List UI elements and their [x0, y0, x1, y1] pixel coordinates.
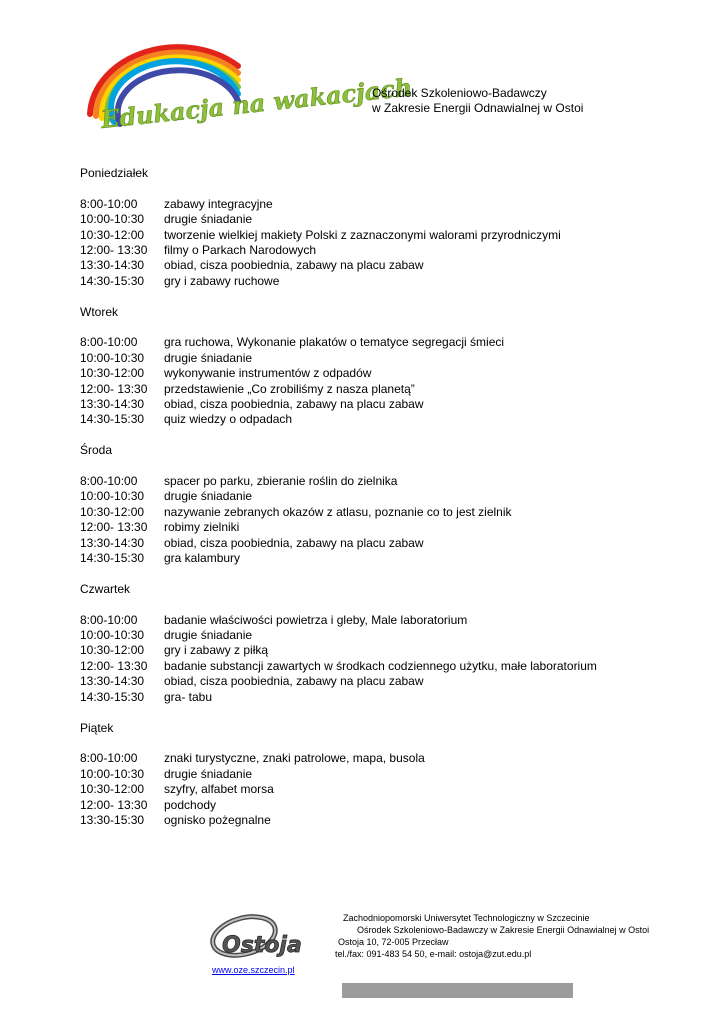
schedule-row: [80, 628, 640, 643]
time-slot: 8:00-10:00: [80, 612, 138, 627]
schedule-row: [80, 212, 640, 227]
schedule-row: [80, 243, 640, 258]
time-slot: 8:00-10:00: [80, 335, 138, 350]
activity: podchody: [164, 797, 217, 812]
schedule-row: [80, 412, 640, 427]
footer-line-1: Zachodniopomorski Uniwersytet Technologiczny w Szczecinie: [343, 913, 590, 923]
activity: wykonywanie instrumentów z odpadów: [164, 366, 372, 381]
schedule-row: [80, 197, 640, 212]
day-name: Poniedziałek: [80, 166, 149, 180]
day-name: Środa: [80, 443, 113, 458]
schedule-row: [80, 659, 640, 674]
day-block: [80, 166, 640, 289]
activity: obiad, cisza poobiednia, zabawy na placu zabaw: [164, 258, 424, 273]
website-link[interactable]: www.oze.szczecin.pl: [212, 965, 295, 975]
activity: gra kalambury: [164, 551, 241, 566]
schedule-row: [80, 489, 640, 504]
activity: filmy o Parkach Narodowych: [164, 243, 317, 258]
activity: obiad, cisza poobiednia, zabawy na placu zabaw: [164, 535, 424, 550]
header-line-1: Ośrodek Szkoleniowo-Badawczy: [372, 86, 547, 100]
activity: badanie właściwości powietrza i gleby, Male laboratorium: [164, 612, 468, 627]
footer-line-4: tel./fax: 091-483 54 50, e-mail: ostoja@zut.edu.pl: [335, 949, 532, 959]
schedule-row: [80, 351, 640, 366]
logo-ostoja-text: Ostoja: [222, 933, 302, 958]
edukacja-logo: [78, 36, 414, 140]
time-slot: 14:30-15:30: [80, 412, 145, 427]
time-slot: 14:30-15:30: [80, 273, 145, 288]
activity: obiad, cisza poobiednia, zabawy na placu zabaw: [164, 397, 424, 412]
schedule-row: [80, 782, 640, 797]
time-slot: 13:30-14:30: [80, 258, 145, 273]
schedule-row: [80, 690, 640, 705]
schedule-row: [80, 258, 640, 273]
footer-line-3: Ostoja 10, 72-005 Przecław: [338, 937, 449, 947]
time-slot: 12:00- 13:30: [80, 658, 148, 673]
time-slot: 10:30-12:00: [80, 227, 145, 242]
time-slot: 12:00- 13:30: [80, 243, 148, 258]
day-block: [80, 305, 640, 428]
activity: drugie śniadanie: [164, 766, 253, 781]
organization-header: [372, 86, 583, 116]
activity: gra ruchowa, Wykonanie plakatów o tematyce segregacji śmieci: [164, 335, 505, 350]
activity: drugie śniadanie: [164, 350, 253, 365]
time-slot: 12:00- 13:30: [80, 797, 148, 812]
activity: robimy zielniki: [164, 520, 240, 535]
day-name: Czwartek: [80, 581, 131, 596]
schedule-row: [80, 397, 640, 412]
schedule-row: [80, 643, 640, 658]
activity: spacer po parku, zbieranie roślin do zielnika: [164, 474, 398, 489]
day-block: [80, 582, 640, 705]
time-slot: 8:00-10:00: [80, 196, 138, 211]
activity: nazywanie zebranych okazów z atlasu, poznanie co to jest zielnik: [164, 504, 512, 519]
time-slot: 13:30-14:30: [80, 674, 145, 689]
time-slot: 13:30-14:30: [80, 397, 145, 412]
activity: szyfry, alfabet morsa: [164, 782, 274, 797]
time-slot: 8:00-10:00: [80, 474, 138, 489]
activity: ognisko pożegnalne: [164, 812, 271, 827]
activity: obiad, cisza poobiednia, zabawy na placu zabaw: [164, 674, 424, 689]
schedule-row: [80, 520, 640, 535]
activity: znaki turystyczne, znaki patrolowe, mapa, busola: [164, 751, 425, 766]
day-name: Wtorek: [80, 304, 119, 319]
activity: drugie śniadanie: [164, 628, 253, 643]
activity: gry i zabawy ruchowe: [164, 273, 280, 288]
schedule-row: [80, 751, 640, 766]
logo-title: Edukacja na wakacjach: [99, 72, 414, 134]
schedule-row: [80, 767, 640, 782]
activity: przedstawienie „Co zrobiliśmy z nasza planetą”: [164, 381, 415, 396]
time-slot: 10:30-12:00: [80, 782, 145, 797]
activity: tworzenie wielkiej makiety Polski z zaznaczonymi walorami przyrodniczymi: [164, 227, 561, 242]
time-slot: 13:30-15:30: [80, 812, 145, 827]
schedule-row: [80, 382, 640, 397]
schedule-row: [80, 798, 640, 813]
header-line-2: w Zakresie Energii Odnawialnej w Ostoi: [372, 101, 584, 115]
schedule-row: [80, 366, 640, 381]
schedule-row: [80, 505, 640, 520]
activity: quiz wiedzy o odpadach: [164, 412, 293, 427]
time-slot: 10:30-12:00: [80, 504, 145, 519]
footer-gray-bar: [342, 983, 573, 998]
time-slot: 10:00-10:30: [80, 489, 145, 504]
time-slot: 8:00-10:00: [80, 751, 138, 766]
time-slot: 10:00-10:30: [80, 212, 145, 227]
time-slot: 10:00-10:30: [80, 766, 145, 781]
time-slot: 12:00- 13:30: [80, 381, 148, 396]
time-slot: 10:30-12:00: [80, 366, 145, 381]
activity: drugie śniadanie: [164, 212, 253, 227]
time-slot: 14:30-15:30: [80, 551, 145, 566]
day-block: [80, 721, 640, 829]
schedule-row: [80, 674, 640, 689]
schedule-row: [80, 813, 640, 828]
activity: gry i zabawy z piłką: [164, 643, 269, 658]
schedule-row: [80, 613, 640, 628]
schedule-row: [80, 551, 640, 566]
activity: drugie śniadanie: [164, 489, 253, 504]
day-name: Piątek: [80, 720, 114, 735]
ostoja-logo: [204, 912, 328, 964]
footer-line-2: Ośrodek Szkoleniowo-Badawczy w Zakresie Energii Odnawialnej w Ostoi: [357, 925, 650, 935]
day-block: [80, 443, 640, 566]
schedule-row: [80, 228, 640, 243]
weekly-schedule: [80, 166, 640, 844]
time-slot: 10:00-10:30: [80, 628, 145, 643]
time-slot: 12:00- 13:30: [80, 520, 148, 535]
time-slot: 10:00-10:30: [80, 350, 145, 365]
footer-address: [335, 912, 649, 960]
schedule-row: [80, 274, 640, 289]
schedule-row: [80, 536, 640, 551]
activity: badanie substancji zawartych w środkach codziennego użytku, małe laboratorium: [164, 658, 597, 673]
activity: gra- tabu: [164, 689, 213, 704]
schedule-row: [80, 474, 640, 489]
time-slot: 14:30-15:30: [80, 689, 145, 704]
time-slot: 10:30-12:00: [80, 643, 145, 658]
activity: zabawy integracyjne: [164, 196, 273, 211]
schedule-row: [80, 335, 640, 350]
time-slot: 13:30-14:30: [80, 535, 145, 550]
